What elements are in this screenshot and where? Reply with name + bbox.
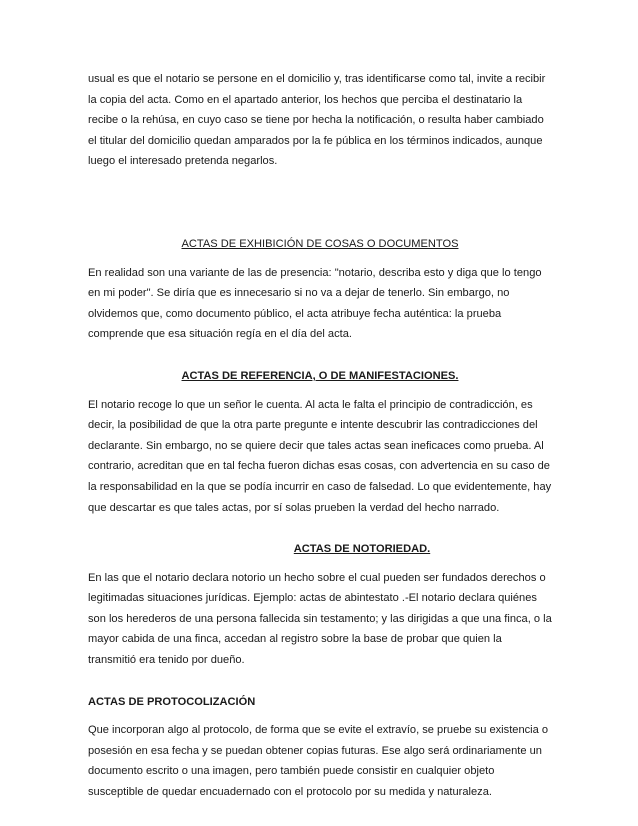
section-body-referencia: El notario recoge lo que un señor le cuenta. Al acta le falta el principio de contradicción, es decir, la posibilidad de que la otra parte pregunte e intente descubrir las contradicciones del declarante. Sin embargo, no se quiere decir que tales actas sean ineficaces como prueba. Al contrario, acreditan que en tal fecha fueron dichas esas cosas, con advertencia en su caso de la responsabilidad en la que se podía incurrir en caso de falsedad. Lo que evidentemente, hay que descartar es que tales actas, por sí solas prueben la verdad del hecho narrado. — [88, 398, 552, 514]
section-heading-exhibicion: ACTAS DE EXHIBICIÓN DE COSAS O DOCUMENTOS — [181, 237, 459, 250]
document-page — [88, 69, 552, 803]
section-heading-referencia: ACTAS DE REFERENCIA, O DE MANIFESTACIONES. — [181, 369, 459, 382]
intro-paragraph: usual es que el notario se persone en el domicilio y, tras identificarse como tal, invite a recibir la copia del acta. Como en el apartado anterior, los hechos que perciba el destinatario la recibe o la rehúsa, en cuyo caso se tiene por hecha la notificación, o resulta haber cambiado el titular del domicilio quedan amparados por la fe pública en los términos indicados, aunque luego el interesado pretenda negarlos. — [88, 73, 546, 168]
section-body-protocolizacion: Que incorporan algo al protocolo, de forma que se evite el extravío, se pruebe su existencia o posesión en esa fecha y se puedan obtener copias futuras. Ese algo será ordinariamente un documento escrito o una imagen, pero también puede consistir en cualquier objeto susceptible de quedar encuadernado con el protocolo por su medida y naturaleza. — [88, 724, 549, 799]
section-body-exhibicion: En realidad son una variante de las de presencia: "notario, describa esto y diga que lo tengo en mi poder". Se diría que es innecesario si no va a dejar de tenerlo. Sin embargo, no olvidemos que, como documento público, el acta atribuye fecha auténtica: la prueba comprende que esa situación regía en el día del acta. — [88, 266, 542, 341]
section-heading-protocolizacion: ACTAS DE PROTOCOLIZACIÓN — [88, 695, 256, 708]
section-heading-notoriedad: ACTAS DE NOTORIEDAD. — [293, 543, 431, 556]
section-body-notoriedad: En las que el notario declara notorio un hecho sobre el cual pueden ser fundados derechos o legitimadas situaciones jurídicas. Ejemplo: actas de abintestato .-El notario declara quiénes son los herederos de una persona fallecida sin testamento; y las dirigidas a que una finca, o la mayor cabida de una finca, accedan al registro sobre la base de probar que quien la transmitió era tenido por dueño. — [88, 571, 552, 667]
